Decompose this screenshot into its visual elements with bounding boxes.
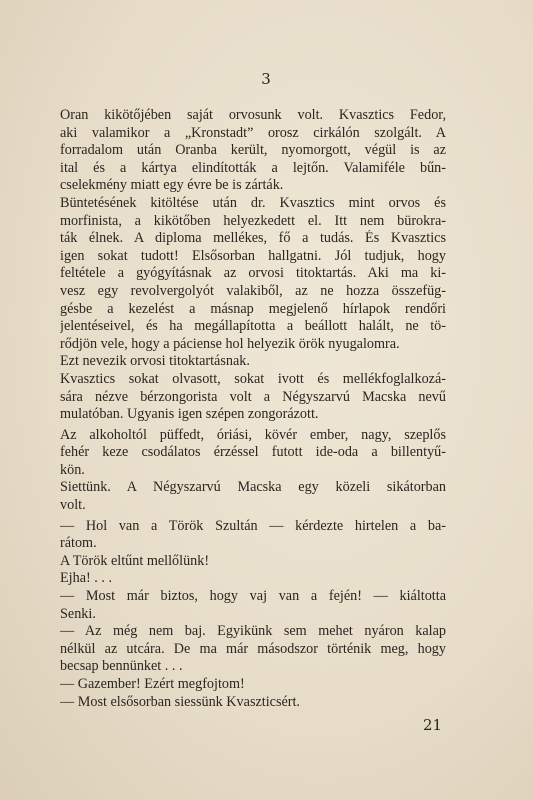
- text-line: Ezt nevezik orvosi titoktartásnak.: [60, 353, 250, 370]
- text-line: becsap bennünket . . .: [60, 658, 183, 675]
- text-line: rátom.: [60, 535, 97, 552]
- paragraph: [60, 427, 446, 480]
- text-line: igen sokat tudott! Elsősorban hallgatni. Jól tudjuk, hogy: [60, 247, 446, 264]
- text-line: fehér keze csodálatos érzéssel futott ide-oda a billentyű-: [60, 444, 446, 461]
- paragraph: [60, 371, 446, 424]
- text-line: vesz egy revolvergolyót valakiből, az ne hozza összefüg-: [60, 282, 446, 299]
- paragraph: [60, 570, 446, 588]
- text-line: — Most elsősorban siessünk Kvaszticsért.: [60, 693, 300, 710]
- page-number: 21: [423, 716, 443, 734]
- text-line: jelentéseivel, és ha megállapította a beállott halált, ne tö-: [60, 318, 446, 335]
- text-line: Büntetésének kitöltése után dr. Kvasztics mint orvos és: [60, 194, 446, 211]
- text-line: gésbe a kezelést a másnap megjelenő hírlapok rendőri: [60, 300, 446, 317]
- page-header-number: 3: [261, 70, 272, 88]
- paragraph: [60, 588, 446, 623]
- text-line: Ejha! . . .: [60, 570, 113, 587]
- text-line: — Hol van a Török Szultán — kérdezte hirtelen a ba-: [60, 517, 446, 534]
- paragraph: [60, 694, 446, 712]
- text-line: Oran kikötőjében saját orvosunk volt. Kvasztics Fedor,: [60, 107, 446, 123]
- text-line: A Török eltűnt mellőlünk!: [60, 552, 210, 569]
- paragraph: [60, 518, 446, 553]
- paragraph: [60, 553, 446, 571]
- text-line: Kvasztics sokat olvasott, sokat ivott és mellékfoglalkozá-: [60, 370, 446, 387]
- text-line: — Gazember! Ezért megfojtom!: [60, 676, 245, 692]
- text-line: morfinista, a kikötőben helyezkedett el. Itt nem bürokra-: [60, 212, 446, 229]
- text-line: mulatóban. Ugyanis igen szépen zongorázott.: [60, 406, 319, 423]
- text-line: nélkül az utcára. De ma már másodszor történik meg, hogy: [60, 640, 446, 657]
- text-line: cselekmény miatt egy évre be is zárták.: [60, 177, 284, 194]
- text-line: — Az még nem baj. Egyikünk sem mehet nyáron kalap: [60, 623, 446, 640]
- text-line: feltétele a gyógyításnak az orvosi titoktartás. Aki ma ki-: [60, 265, 446, 282]
- paragraph: [60, 353, 446, 371]
- paragraph: [60, 676, 446, 694]
- paragraph: [60, 107, 446, 195]
- text-line: Siettünk. A Négyszarvú Macska egy közeli sikátorban: [60, 479, 446, 496]
- text-line: Senki.: [60, 605, 96, 622]
- paragraph: [60, 195, 446, 353]
- body-text: [60, 107, 446, 711]
- text-line: — Most már biztos, hogy vaj van a fején! — kiáltotta: [60, 588, 446, 605]
- paragraph: [60, 623, 446, 676]
- text-line: ták élnek. A diploma mellékes, fő a tudás. És Kvasztics: [60, 230, 446, 247]
- text-line: forradalom után Oranba került, nyomorgott, végül is az: [60, 142, 446, 159]
- text-line: aki valamikor a „Kronstadt” orosz cirkálón szolgált. A: [60, 124, 446, 141]
- text-line: volt.: [60, 497, 86, 514]
- text-line: kön.: [60, 461, 85, 478]
- text-line: rődjön vele, hogy a páciense hol helyezik örök nyugalomra.: [60, 335, 400, 352]
- text-line: Az alkoholtól püffedt, óriási, kövér ember, nagy, szeplős: [60, 426, 446, 443]
- paragraph: [60, 479, 446, 514]
- text-line: sára nézve bérzongorista volt a Négyszarvú Macska nevű: [60, 388, 446, 405]
- text-line: ital és a kártya elindították a lejtőn. Valamiféle bűn-: [60, 159, 446, 176]
